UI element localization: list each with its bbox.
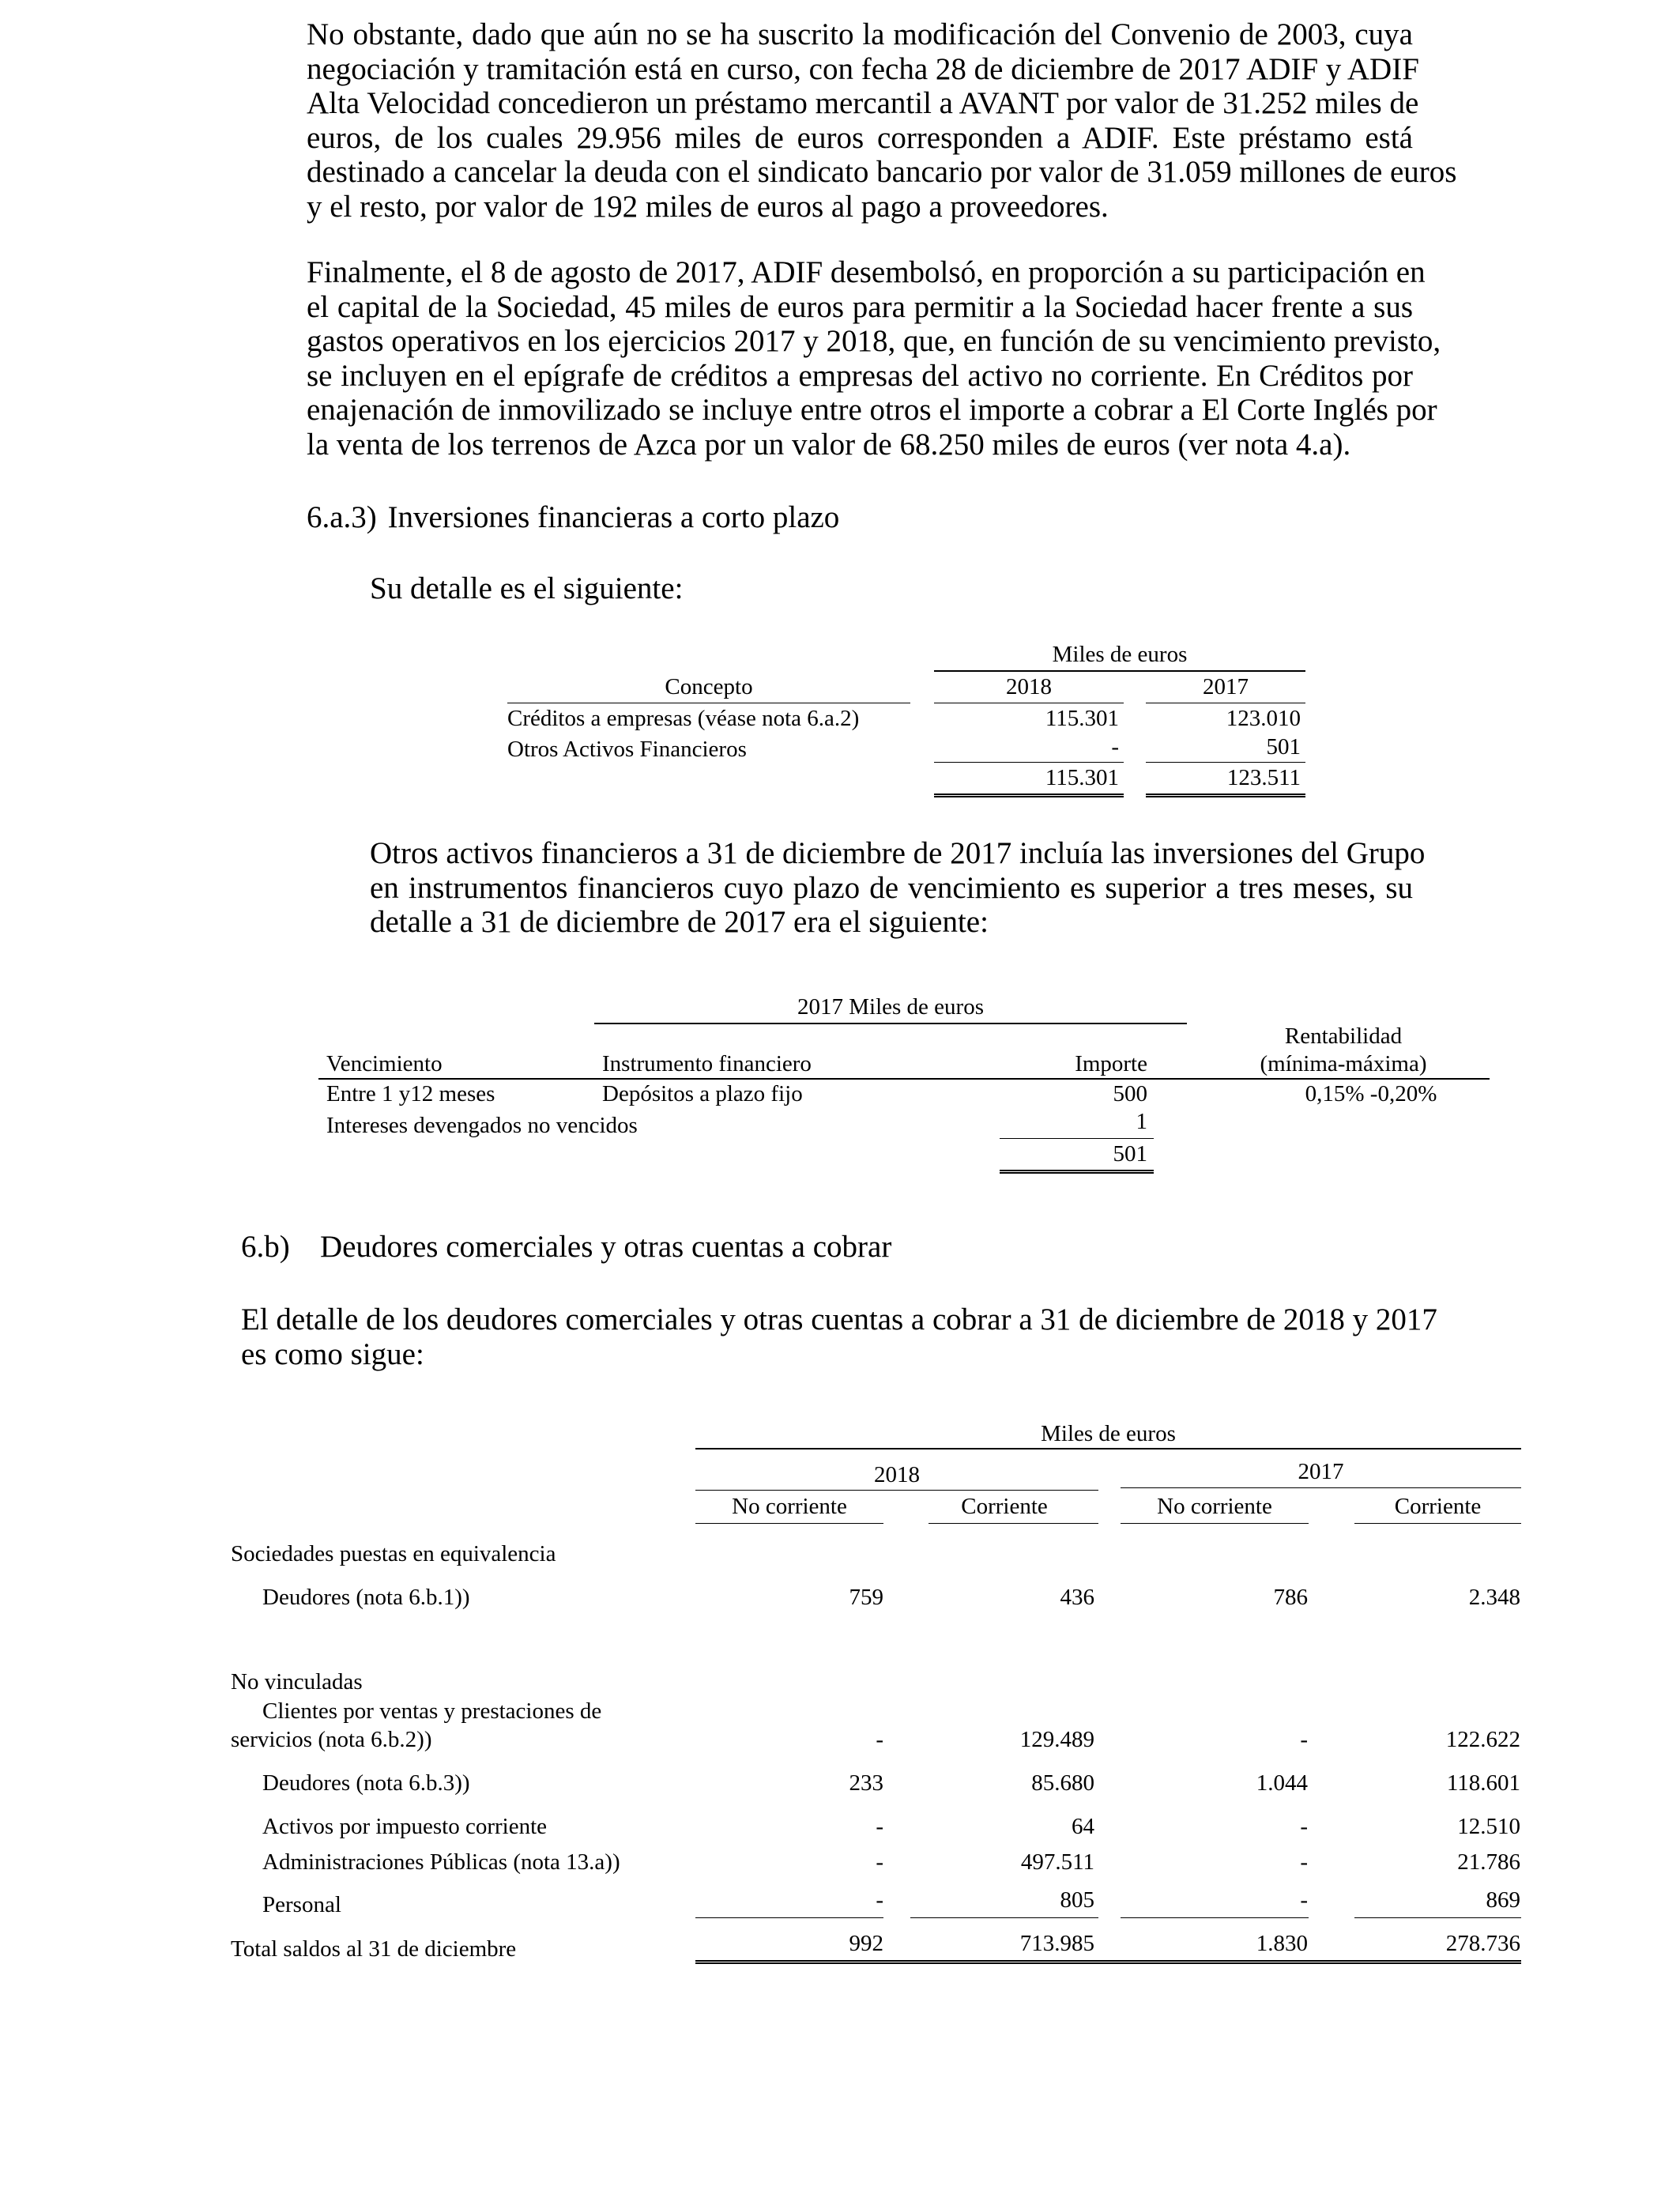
total-c2017: 278.736 <box>1445 1931 1520 1956</box>
divider <box>1354 1523 1521 1524</box>
paragraph-adif-disbursement <box>307 255 1441 462</box>
cell-nc2017: - <box>1300 1814 1308 1839</box>
column-header-instrumento: Instrumento financiero <box>602 1051 812 1076</box>
column-header-importe: Importe <box>1075 1051 1147 1076</box>
row-label: Deudores (nota 6.b.3)) <box>262 1770 470 1796</box>
row-instrumento: Depósitos a plazo fijo <box>602 1081 803 1106</box>
section-intro: Su detalle es el siguiente: <box>370 571 684 605</box>
row-label: Administraciones Públicas (nota 13.a)) <box>262 1849 620 1875</box>
column-group-header: 2017 Miles de euros <box>797 994 984 1020</box>
text-line: se incluyen en el epígrafe de créditos a empresas del activo no corriente. En Créditos por <box>307 358 1413 393</box>
row-label: Clientes por ventas y prestaciones de <box>262 1698 602 1724</box>
row-label: Deudores (nota 6.b.1)) <box>262 1585 470 1610</box>
column-header-corriente-2018: Corriente <box>961 1494 1048 1519</box>
column-header-vencimiento: Vencimiento <box>326 1051 443 1076</box>
section-title: Inversiones financieras a corto plazo <box>387 500 840 534</box>
divider <box>695 1490 1098 1491</box>
cell-2017: 123.010 <box>1226 706 1301 731</box>
paragraph-otros-activos <box>370 836 1426 940</box>
row-importe: 500 <box>1113 1081 1147 1106</box>
cell-c2017: 21.786 <box>1457 1849 1520 1875</box>
total-c2018: 713.985 <box>1019 1931 1094 1956</box>
text-line: en instrumentos financieros cuyo plazo de vencimiento es superior a tres meses, su <box>370 870 1413 905</box>
divider <box>695 1448 1521 1449</box>
text-line: Finalmente, el 8 de agosto de 2017, ADIF desembolsó, en proporción a su participación en <box>307 255 1426 289</box>
double-underline <box>1000 1170 1154 1174</box>
cell-c2017: 122.622 <box>1445 1727 1520 1752</box>
column-header-corriente-2017: Corriente <box>1394 1494 1482 1519</box>
cell-nc2018: - <box>876 1849 883 1875</box>
text-line: gastos operativos en los ejercicios 2017 y 2018, que, en función de su vencimiento previsto, <box>307 324 1441 358</box>
text-line: Otros activos financieros a 31 de diciembre de 2017 incluía las inversiones del Grupo <box>370 836 1426 870</box>
cell-2017: 501 <box>1266 734 1301 760</box>
double-underline <box>1146 794 1305 797</box>
cell-c2018: 129.489 <box>1019 1727 1094 1752</box>
text-line: el capital de la Sociedad, 45 miles de euros para permitir a la Sociedad hacer frente a sus <box>307 289 1413 324</box>
column-header-concepto: Concepto <box>665 674 753 699</box>
text-line: la venta de los terrenos de Azca por un valor de 68.250 miles de euros (ver nota 4.a). <box>307 427 1351 462</box>
divider <box>934 670 1305 672</box>
divider <box>910 1917 1098 1918</box>
text-line: El detalle de los deudores comerciales y otras cuentas a cobrar a 31 de diciembre de 2018 y 2017 <box>241 1302 1437 1336</box>
double-underline <box>695 1960 1521 1964</box>
row-label: Activos por impuesto corriente <box>262 1814 547 1839</box>
row-rentabilidad: 0,15% -0,20% <box>1305 1081 1437 1106</box>
divider <box>695 1523 883 1524</box>
cell-c2017: 12.510 <box>1457 1814 1520 1839</box>
divider <box>1146 762 1305 763</box>
cell-c2018: 85.680 <box>1031 1770 1094 1796</box>
section-number: 6.b) <box>241 1230 290 1264</box>
cell-nc2018: 233 <box>849 1770 883 1796</box>
paragraph-avant-loan <box>307 17 1457 224</box>
text-line: euros, de los cuales 29.956 miles de euros corresponden a ADIF. Este préstamo está <box>307 120 1413 155</box>
cell-c2018: 436 <box>1060 1585 1094 1610</box>
text-line: y el resto, por valor de 192 miles de euros al pago a proveedores. <box>307 189 1109 224</box>
text-line: enajenación de inmovilizado se incluye entre otros el importe a cobrar a El Corte Inglés por <box>307 393 1437 427</box>
paragraph-deudores-intro <box>241 1302 1437 1371</box>
column-group-header: Miles de euros <box>1041 1421 1176 1446</box>
cell-nc2017: 786 <box>1273 1585 1308 1610</box>
divider <box>1354 1917 1521 1918</box>
cell-c2017: 118.601 <box>1446 1770 1520 1796</box>
cell-c2017: 2.348 <box>1468 1585 1520 1610</box>
section-title: Deudores comerciales y otras cuentas a cobrar <box>320 1230 892 1264</box>
divider <box>594 1023 1187 1024</box>
year-header-2018: 2018 <box>874 1462 920 1487</box>
text-line: No obstante, dado que aún no se ha suscrito la modificación del Convenio de 2003, cuya <box>307 17 1413 51</box>
column-header-no-corriente-2018: No corriente <box>732 1494 847 1519</box>
row-label: servicios (nota 6.b.2)) <box>231 1727 432 1752</box>
group-title: No vinculadas <box>231 1669 363 1695</box>
column-header-no-corriente-2017: No corriente <box>1157 1494 1272 1519</box>
cell-c2018: 497.511 <box>1020 1849 1094 1875</box>
double-underline <box>934 794 1124 797</box>
column-header-2018: 2018 <box>1006 674 1052 699</box>
text-line: destinado a cancelar la deuda con el sindicato bancario por valor de 31.059 millones de euros <box>307 155 1457 189</box>
cell-nc2017: - <box>1300 1887 1308 1913</box>
cell-nc2018: - <box>876 1814 883 1839</box>
column-group-header: Miles de euros <box>1052 642 1188 667</box>
total-2018: 115.301 <box>1045 765 1119 790</box>
divider <box>695 1917 883 1918</box>
divider <box>318 1078 1490 1080</box>
divider <box>1000 1138 1154 1139</box>
divider <box>1121 1523 1309 1524</box>
divider <box>1121 1917 1309 1918</box>
total-2017: 123.511 <box>1226 765 1301 790</box>
section-number: 6.a.3) <box>307 500 377 534</box>
row-importe: 1 <box>1136 1109 1147 1134</box>
group-title: Sociedades puestas en equivalencia <box>231 1541 556 1566</box>
text-line: detalle a 31 de diciembre de 2017 era el siguiente: <box>370 905 989 939</box>
row-label: Créditos a empresas (véase nota 6.a.2) <box>507 706 860 731</box>
total-importe: 501 <box>1113 1141 1147 1167</box>
year-header-2017: 2017 <box>1298 1459 1344 1484</box>
cell-c2017: 869 <box>1486 1887 1520 1913</box>
divider <box>934 762 1124 763</box>
cell-nc2017: - <box>1300 1727 1308 1752</box>
total-label: Total saldos al 31 de diciembre <box>231 1936 517 1962</box>
row-vencimiento: Intereses devengados no vencidos <box>326 1113 638 1138</box>
cell-nc2018: - <box>876 1727 883 1752</box>
column-header-2017: 2017 <box>1203 674 1249 699</box>
divider <box>1121 1487 1521 1488</box>
row-vencimiento: Entre 1 y12 meses <box>326 1081 495 1106</box>
cell-c2018: 805 <box>1060 1887 1094 1913</box>
row-label: Otros Activos Financieros <box>507 737 747 762</box>
section-heading-6a3 <box>307 500 839 535</box>
text-line: es como sigue: <box>241 1336 424 1371</box>
cell-nc2017: 1.044 <box>1256 1770 1308 1796</box>
total-nc2018: 992 <box>849 1931 883 1956</box>
cell-nc2018: 759 <box>849 1585 883 1610</box>
column-header-rentabilidad-range: (mínima-máxima) <box>1260 1051 1427 1076</box>
cell-nc2018: - <box>876 1887 883 1913</box>
text-line: negociación y tramitación está en curso, con fecha 28 de diciembre de 2017 ADIF y ADIF <box>307 51 1419 86</box>
text-line: Alta Velocidad concedieron un préstamo mercantil a AVANT por valor de 31.252 miles de <box>307 86 1419 120</box>
cell-2018: - <box>1111 734 1119 760</box>
row-label: Personal <box>262 1892 341 1917</box>
column-header-rentabilidad: Rentabilidad <box>1284 1023 1403 1049</box>
cell-c2018: 64 <box>1072 1814 1094 1839</box>
cell-2018: 115.301 <box>1045 706 1119 731</box>
divider <box>929 1523 1098 1524</box>
total-nc2017: 1.830 <box>1256 1931 1308 1956</box>
cell-nc2017: - <box>1300 1849 1308 1875</box>
section-heading-6b <box>241 1230 892 1265</box>
